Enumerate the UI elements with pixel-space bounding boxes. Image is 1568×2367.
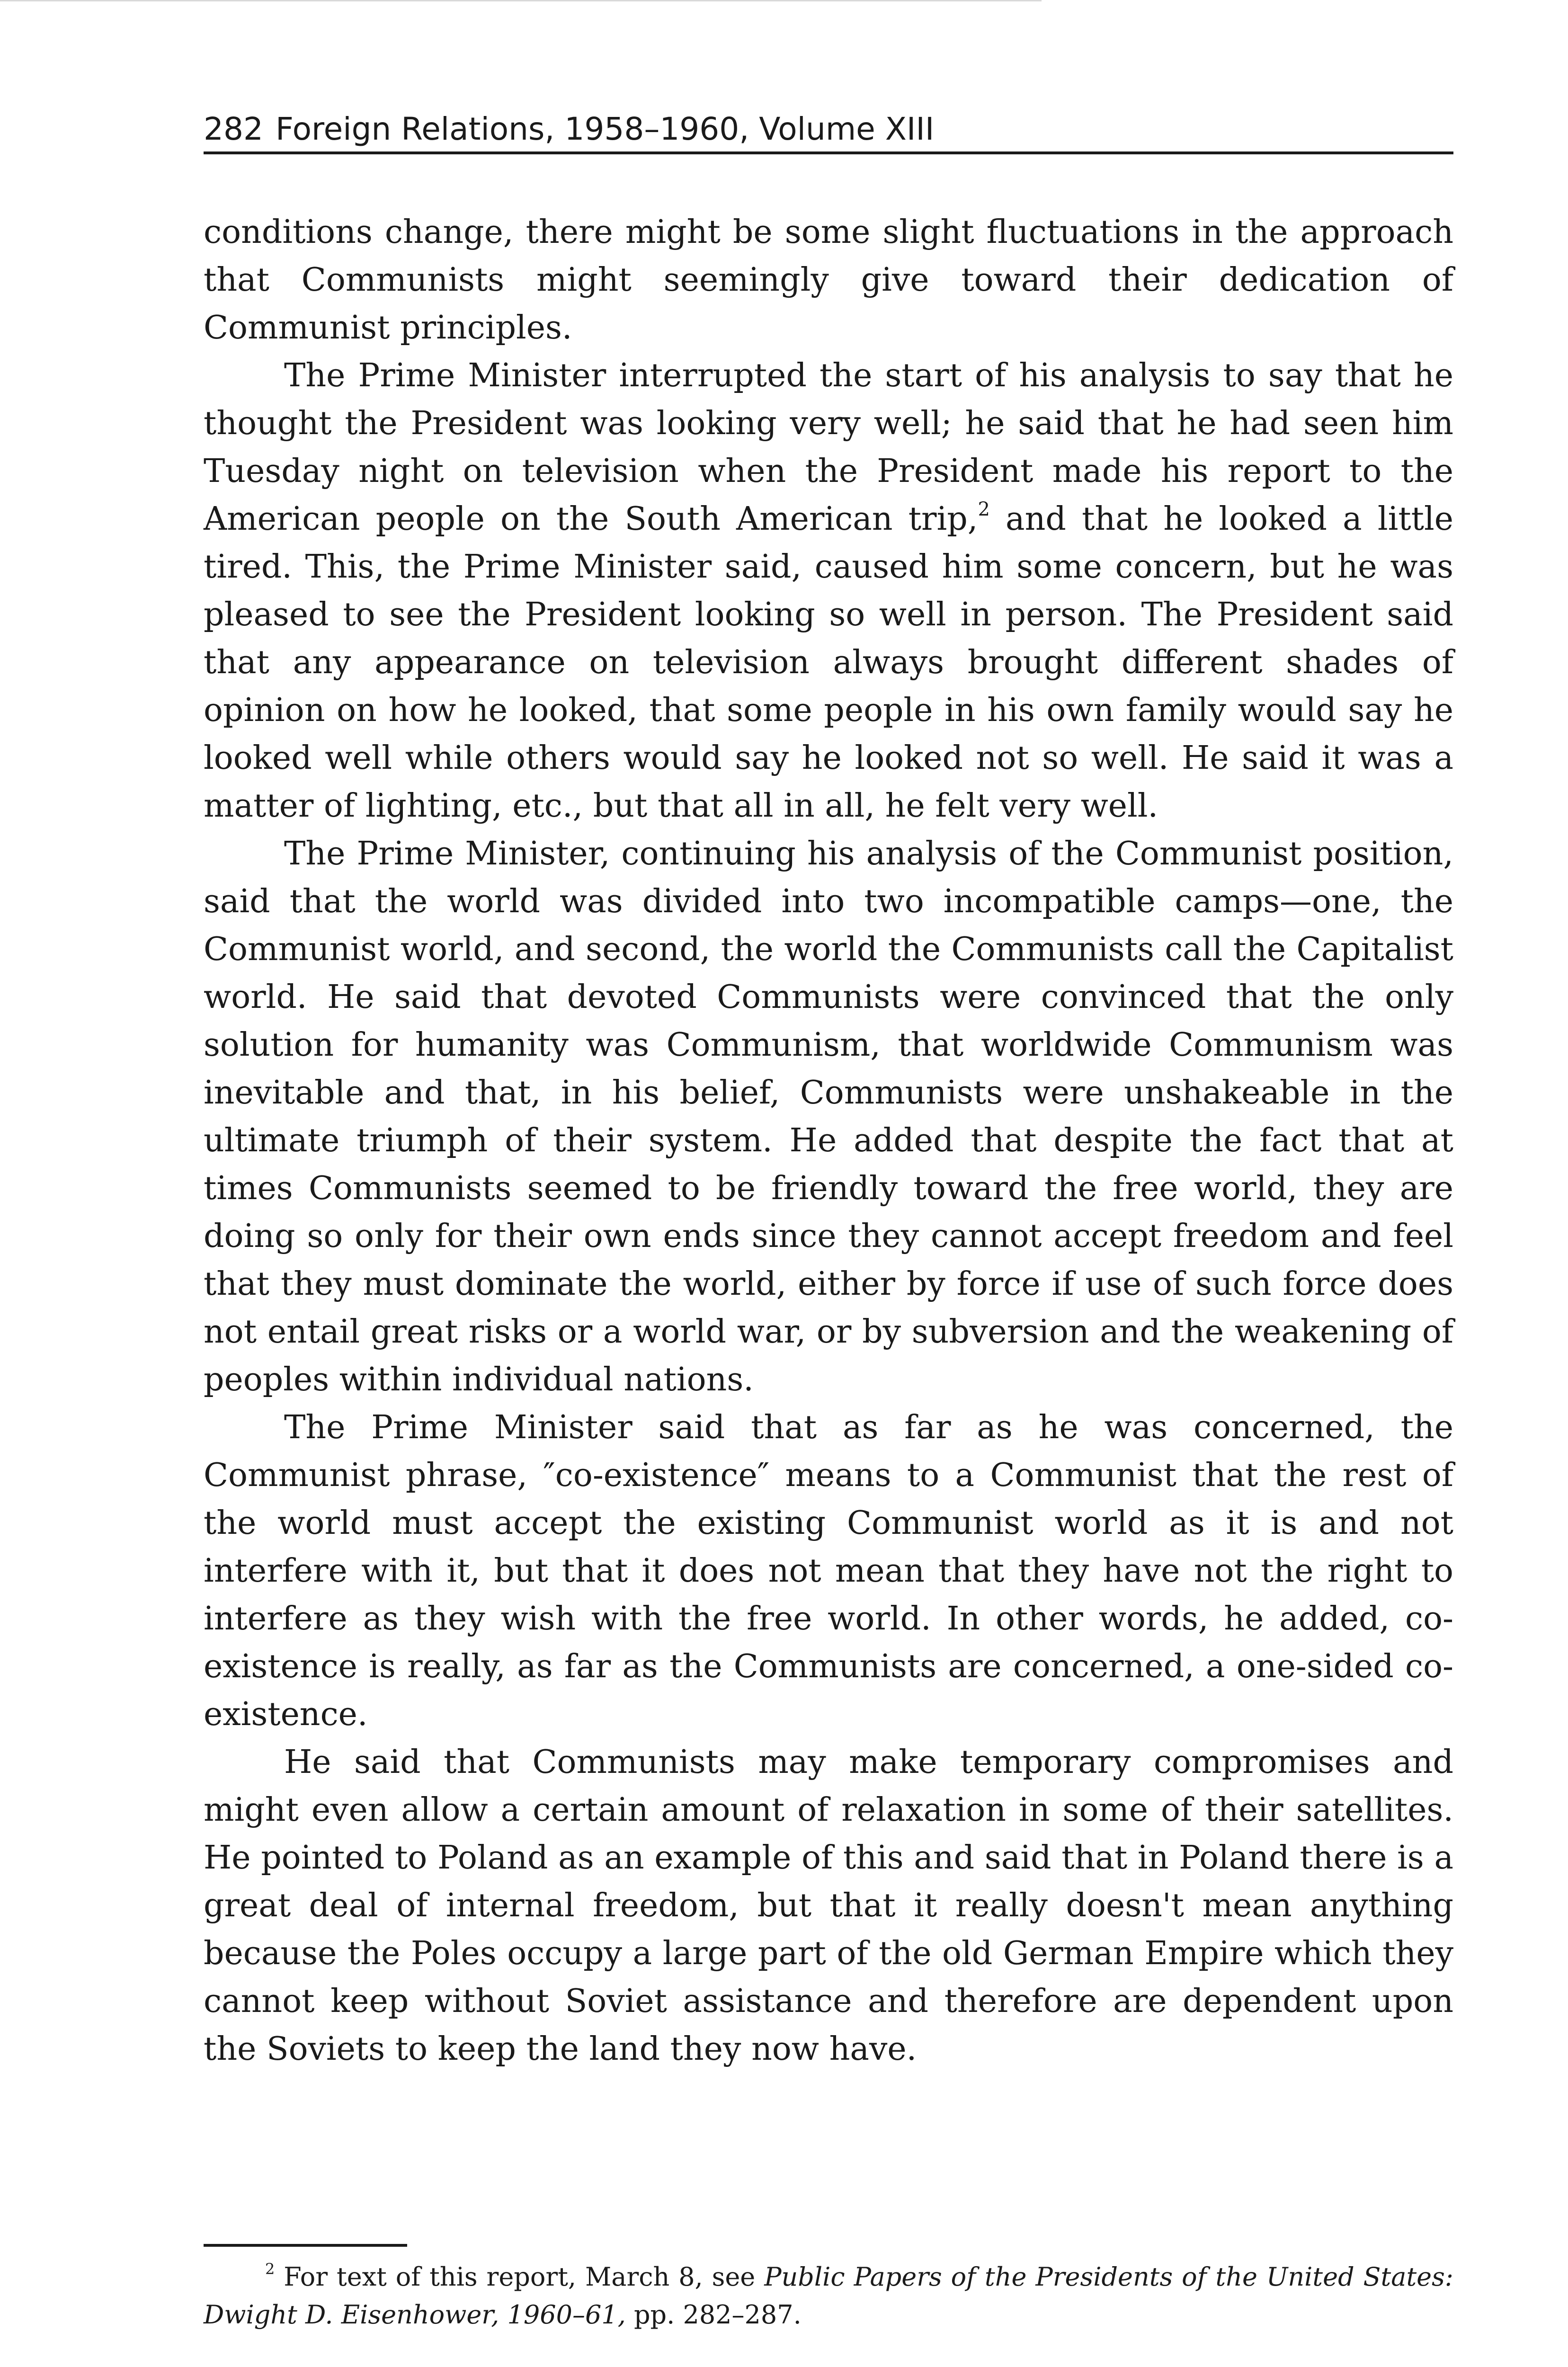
paragraph-text: and that he looked a little tired. This, the Prime Minister said, caused him some concern, but he was pleased to see the President looking so well in person. The President said that any appearance on television always brought different shades of opinion on how he looked, that some people in his own family would say he looked well while others would say he looked not so well. He said it was a matter of lighting, etc., but that all in all, he felt very well. <box>204 500 1453 825</box>
paragraph-poland: He said that Communists may make temporary compromises and might even allow a certain amount of relaxation in some of their satellites. He pointed to Poland as an example of this and said that in Poland there is a great deal of internal freedom, but that it really doesn't mean anything because the Poles occupy a large part of the old German Empire which they cannot keep without Soviet assistance and therefore are dependent upon the Soviets to keep the land they now have. <box>204 1744 1453 2068</box>
footnote <box>204 2258 1453 2334</box>
footnote-text: For text of this report, March 8, see <box>275 2262 765 2292</box>
paragraph-co-existence: The Prime Minister said that as far as he was concerned, the Communist phrase, ″co-existence″ means to a Communist that the rest of the world must accept the existing Communist world as it is and not interfere with it, but that it does not mean that they have not the right to interfere as they wish with the free world. In other words, he added, co-existence is really, as far as the Communists are concerned, a one-sided co-existence. <box>204 1409 1453 1733</box>
footnote-marker: 2 <box>265 2260 275 2278</box>
footnote-reference: 2 <box>978 498 990 520</box>
running-header <box>204 109 1453 150</box>
paragraph-president-appearance <box>204 352 1453 830</box>
running-title: Foreign Relations, 1958–1960, Volume XIII <box>275 111 935 147</box>
footnote-citation-title: Public Papers of the Presidents of the United States: Dwight D. Eisenhower, 1960–61, <box>204 2262 1454 2330</box>
scan-top-edge <box>0 0 1042 1</box>
paragraph-text: The Prime Minister interrupted the start of his analysis to say that he thought the President was looking very well; he said that he had seen him Tuesday night on television when the President made his report to the American people on the South American trip, <box>204 357 1453 538</box>
header-rule <box>204 151 1453 154</box>
footnote-rule <box>204 2244 407 2247</box>
paragraph-communist-position: The Prime Minister, continuing his analysis of the Communist position, said that the world was divided into two incompatible camps—one, the Communist world, and second, the world the Communists call the Capitalist world. He said that devoted Communists were convinced that the only solution for humanity was Communism, that worldwide Communism was inevitable and that, in his belief, Communists were unshakeable in the ultimate triumph of their system. He added that despite the fact that at times Communists seemed to be friendly toward the free world, they are doing so only for their own ends since they cannot accept freedom and feel that they must dominate the world, either by force if use of such force does not entail great risks or a world war, or by subversion and the weakening of peoples within individual nations. <box>204 835 1453 1398</box>
page-number: 282 <box>204 111 263 147</box>
footnote-pages: pp. 282–287. <box>625 2300 802 2330</box>
body-text <box>204 208 1453 2073</box>
paragraph-continuation: conditions change, there might be some slight fluctuations in the approach that Communists might seemingly give toward their dedication of Communist principles. <box>204 214 1453 347</box>
